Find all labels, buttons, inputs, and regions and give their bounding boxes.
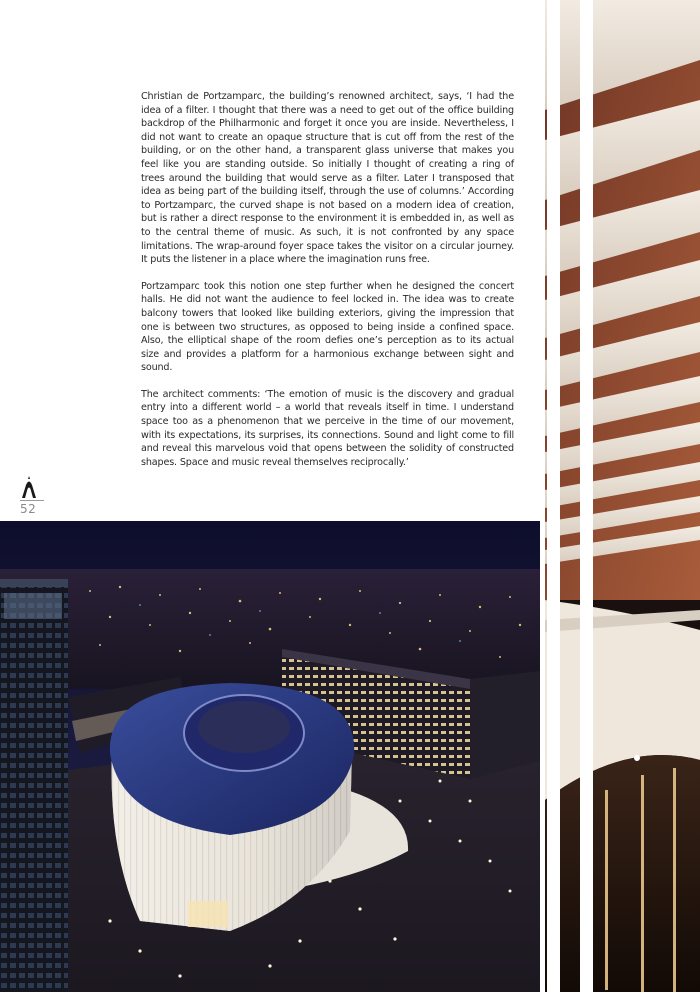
night-aerial-photo (0, 521, 540, 992)
interior-ceiling-photo (545, 0, 700, 992)
article-paragraph-3: The architect comments: ‘The emotion of music is the discovery and gradual entry into a different world – a world that reveals itself in time. I understand space too as a phenomenon that we perceive in the time of our movement, with its expectations, its surprises, its connections. Sound and light come to fill and reveal this marvelous void that opens between the solidity of constructed shapes. Space and music reveal themselves reciprocally.’ (141, 388, 514, 468)
article-paragraph-2: Portzamparc took this notion one step further when he designed the concert halls. He did not want the audience to feel locked in. The idea was to create balcony towers that looked like building exteriors, giving the impression that one is between two structures, as opposed to being inside a confined space. Also, the elliptical shape of the room defies one’s perception as to its actual size and provides a platform for a harmonious exchange between sight and sound. (141, 280, 514, 374)
article-paragraph-1: Christian de Portzamparc, the building’s renowned architect, says, ‘I had the idea of a filter. I thought that there was a need to get out of the office building backdrop of the Philharmonic and forget it once you are inside. Nevertheless, I did not want to create an opaque structure that is cut off from the rest of the building, or on the other hand, a transparent glass universe that makes you feel like you are standing outside. So initially I thought of creating a ring of trees around the building that would serve as a filter. Later I transposed that idea as being part of the building itself, through the use of columns.’ According to Portzamparc, the curved shape is not based on a modern idea of creation, but is rather a direct response to the environment it is embedded in, as well as to the central theme of music. As such, it is not confronted by any space limitations. The wrap-around foyer space takes the visitor on a circular journey. It puts the listener in a place where the imagination runs free. (141, 91, 514, 266)
page-number: 52 (20, 500, 44, 516)
arch-logo-icon (20, 476, 38, 498)
article-body (141, 90, 514, 482)
